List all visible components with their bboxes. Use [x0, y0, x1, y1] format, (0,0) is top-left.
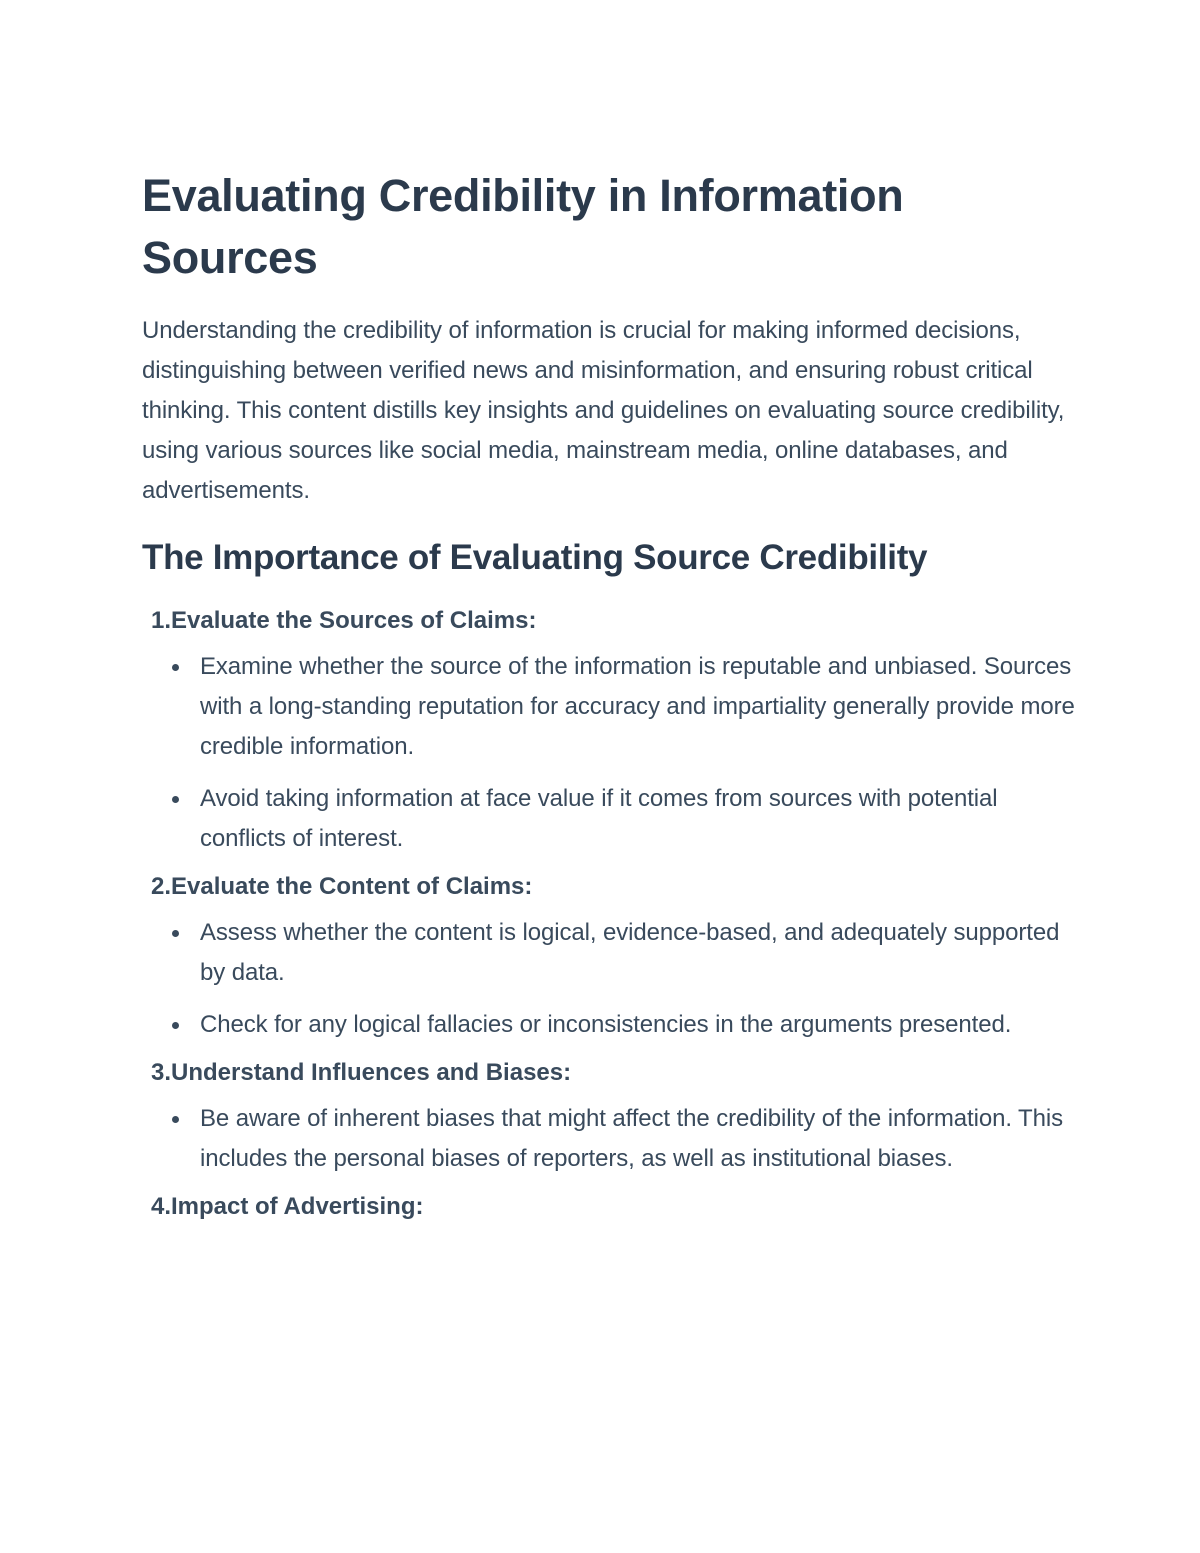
bullet-text: Examine whether the source of the information is reputable and unbiased. Sources with a long-standing reputation for accuracy and impartiality generally provide more credible information.	[200, 653, 1075, 760]
list-item-heading	[142, 1191, 1080, 1223]
bullet-item	[142, 1099, 1080, 1179]
bullet-dot-icon	[172, 664, 179, 671]
numbered-list	[142, 605, 1080, 1223]
list-item-title: Evaluate the Content of Claims:	[171, 873, 533, 900]
section-heading: The Importance of Evaluating Source Credibility	[142, 538, 928, 577]
bullet-item	[142, 647, 1080, 767]
list-item-number: 4.	[150, 1193, 171, 1220]
list-item-title: Evaluate the Sources of Claims:	[171, 607, 537, 634]
bullet-text: Check for any logical fallacies or inconsistencies in the arguments presented.	[200, 1011, 1012, 1038]
list-item-heading	[142, 1057, 1080, 1089]
list-item	[142, 605, 1080, 859]
list-item-number: 1.	[150, 607, 171, 634]
list-item	[142, 1191, 1080, 1223]
page-title: Evaluating Credibility in Information Sources	[142, 170, 904, 283]
bullet-dot-icon	[172, 796, 179, 803]
bullet-list	[142, 1099, 1080, 1179]
bullet-list	[142, 647, 1080, 859]
bullet-item	[142, 779, 1080, 859]
list-item	[142, 871, 1080, 1045]
list-item-heading	[142, 605, 1080, 637]
bullet-list	[142, 913, 1080, 1045]
bullet-dot-icon	[172, 1022, 179, 1029]
list-item-title: Understand Influences and Biases:	[171, 1059, 572, 1086]
list-item	[142, 1057, 1080, 1179]
bullet-dot-icon	[172, 1116, 179, 1123]
list-item-number: 3.	[150, 1059, 171, 1086]
list-item-number: 2.	[150, 873, 171, 900]
bullet-dot-icon	[172, 930, 179, 937]
intro-paragraph: Understanding the credibility of information is crucial for making informed decisions, distinguishing between verified news and misinformation, and ensuring robust critical thinking. This content distills key insights and guidelines on evaluating source credibility, using various sources like social media, mainstream media, online databases, and advertisements.	[142, 317, 1065, 504]
list-item-heading	[142, 871, 1080, 903]
list-item-title: Impact of Advertising:	[171, 1193, 424, 1220]
bullet-item	[142, 1005, 1080, 1045]
bullet-text: Assess whether the content is logical, evidence-based, and adequately supported by data.	[200, 919, 1060, 986]
bullet-item	[142, 913, 1080, 993]
bullet-text: Be aware of inherent biases that might affect the credibility of the information. This includes the personal biases of reporters, as well as institutional biases.	[200, 1105, 1063, 1172]
bullet-text: Avoid taking information at face value if it comes from sources with potential conflicts of interest.	[200, 785, 998, 852]
